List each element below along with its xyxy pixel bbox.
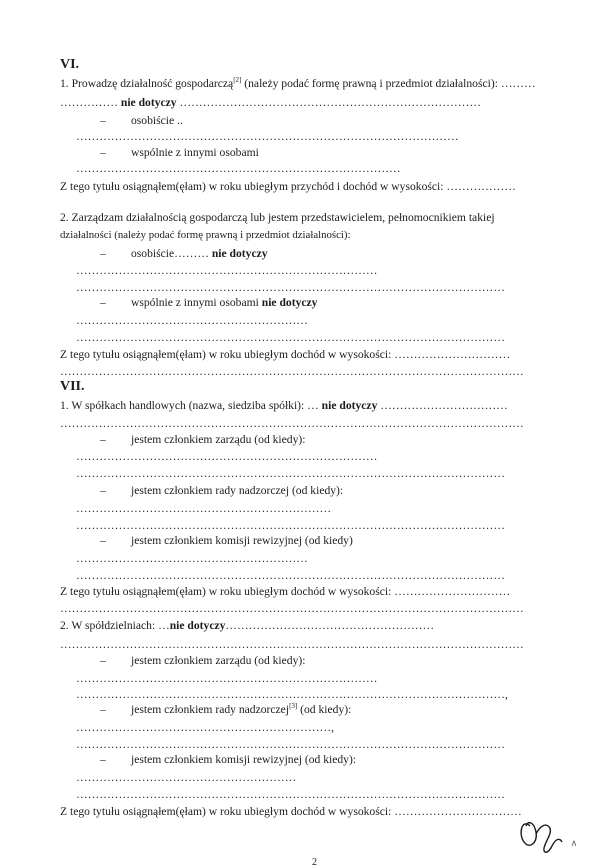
signature-initials [516, 808, 576, 858]
s7-rada-field: ………………………………………………………… [76, 502, 332, 515]
s7-zarzad-label: jestem członkiem zarządu (od kiedy): [131, 433, 306, 446]
dash: – [100, 114, 106, 127]
s7-rada2-label: jestem członkiem rady nadzorczej [131, 703, 290, 716]
s7-q2-answer: nie dotyczy [169, 619, 226, 632]
s6-osobiscie2-field2: ………………………………………………………………………………………………… [76, 281, 505, 294]
s7-q1-line [60, 400, 508, 412]
dash: – [100, 247, 106, 260]
s6-income1-line: Z tego tytułu osiągnąłem(ęłam) w roku ubiegłym przychód i dochód w wysokości: ……………… [60, 180, 516, 193]
dash: – [100, 296, 106, 309]
s7-rada2-field: …………………………………………………………, [76, 721, 334, 734]
dash: – [100, 484, 106, 497]
s7-zarzad-field: …………………………………………………………………… [76, 450, 378, 463]
s6-income2-field: ………………………………………………………………………………………………………… [60, 365, 524, 378]
s7-q2-text: 2. W spółdzielniach: … [60, 619, 170, 632]
footnote-ref: [2] [233, 76, 242, 84]
s6-wspolnie-label: wspólnie z innymi osobami [131, 146, 259, 159]
s7-zarzad2-field: …………………………………………………………………… [76, 672, 378, 685]
s6-osobiscie2-answer: nie dotyczy [211, 247, 268, 260]
s7-rada-label: jestem członkiem rady nadzorczej (od kiedy): [131, 484, 344, 497]
s6-q1-dots-end: …………………………………………………………………… [176, 96, 481, 109]
dash: – [100, 433, 106, 446]
s7-rada-field2: ………………………………………………………………………………………………… [76, 519, 505, 532]
s6-wspolnie-field: ………………………………………………………………………… [76, 162, 401, 175]
s7-q2-field: ………………………………………………………………………………………………………… [60, 638, 524, 651]
s6-wspolnie2-field: …………………………………………………… [76, 314, 308, 327]
s6-q2-line2: działalności (należy podać formę prawną i przedmiot działalności): [60, 229, 351, 241]
s6-q1-line1 [60, 78, 536, 90]
s7-rada2-line [131, 704, 351, 716]
s7-q1-dots: …………………………… [377, 399, 508, 412]
s7-q1-text: 1. W spółkach handlowych (nazwa, siedziba spółki): … [60, 399, 322, 412]
s7-zarzad2-label: jestem członkiem zarządu (od kiedy): [131, 654, 306, 667]
footnote-ref: [3] [289, 702, 298, 710]
section-vii-heading: VII. [60, 379, 85, 394]
s7-rada2-label-end: (od kiedy): [297, 703, 352, 716]
section-vi-heading: VI. [60, 57, 80, 72]
s6-wspolnie2-answer: nie dotyczy [261, 296, 318, 309]
s7-zarzad2-field2: …………………………………………………………………………………………………, [76, 688, 508, 701]
s7-komisja2-field2: ………………………………………………………………………………………………… [76, 788, 505, 801]
s7-zarzad-field2: ………………………………………………………………………………………………… [76, 467, 505, 480]
s7-rada2-field2: ………………………………………………………………………………………………… [76, 738, 505, 751]
s7-komisja-label: jestem członkiem komisji rewizyjnej (od kiedy) [131, 534, 353, 547]
s6-q2-line1: 2. Zarządzam działalnością gospodarczą lub jestem przedstawicielem, pełnomocnikiem takiej [60, 211, 495, 224]
s6-osobiscie2-line [131, 248, 268, 260]
s7-komisja-field2: ………………………………………………………………………………………………… [76, 569, 505, 582]
s6-q1-text: 1. Prowadzę działalność gospodarczą [60, 77, 234, 90]
s6-wspolnie2-label: wspólnie z innymi osobami [131, 296, 262, 309]
s7-komisja2-label: jestem członkiem komisji rewizyjnej (od kiedy): [131, 753, 357, 766]
s7-q1-field: ………………………………………………………………………………………………………… [60, 417, 524, 430]
s6-osobiscie2-label: osobiście……… [131, 247, 212, 260]
s7-q2-dots: ……………………………………………… [225, 619, 435, 632]
s6-q1-instructions: (należy podać formę prawną i przedmiot działalności): ……… [241, 77, 536, 90]
dash: – [100, 654, 106, 667]
s6-q1-answer: nie dotyczy [120, 96, 177, 109]
s6-q1-dots: …………… [60, 96, 121, 109]
s7-q1-answer: nie dotyczy [321, 399, 378, 412]
s7-komisja-field: …………………………………………………… [76, 552, 308, 565]
page-number: 2 [312, 857, 317, 868]
s6-osobiscie2-field: …………………………………………………………………… [76, 264, 378, 277]
dash: – [100, 146, 106, 159]
s6-q1-line2 [60, 97, 481, 109]
s7-q2-line [60, 620, 434, 632]
s6-income2-line: Z tego tytułu osiągnąłem(ęłam) w roku ubiegłym dochód w wysokości: ………………………… [60, 348, 511, 361]
s6-osobiscie-field: ……………………………………………………………………………………… [76, 130, 459, 143]
dash: – [100, 534, 106, 547]
dash: – [100, 703, 106, 716]
s7-income1-line: Z tego tytułu osiągnąłem(ęłam) w roku ubiegłym dochód w wysokości: ………………………… [60, 585, 511, 598]
dash: – [100, 753, 106, 766]
s6-wspolnie2-line [131, 297, 317, 309]
s6-wspolnie2-field2: ………………………………………………………………………………………………… [76, 331, 505, 344]
s7-income1-field: ………………………………………………………………………………………………………… [60, 602, 524, 615]
s6-osobiscie-label: osobiście .. [131, 114, 183, 127]
s7-komisja2-field: ………………………………………………… [76, 771, 297, 784]
s7-income2-line: Z tego tytułu osiągnąłem(ęłam) w roku ubiegłym dochód w wysokości: …………………………… [60, 805, 522, 818]
